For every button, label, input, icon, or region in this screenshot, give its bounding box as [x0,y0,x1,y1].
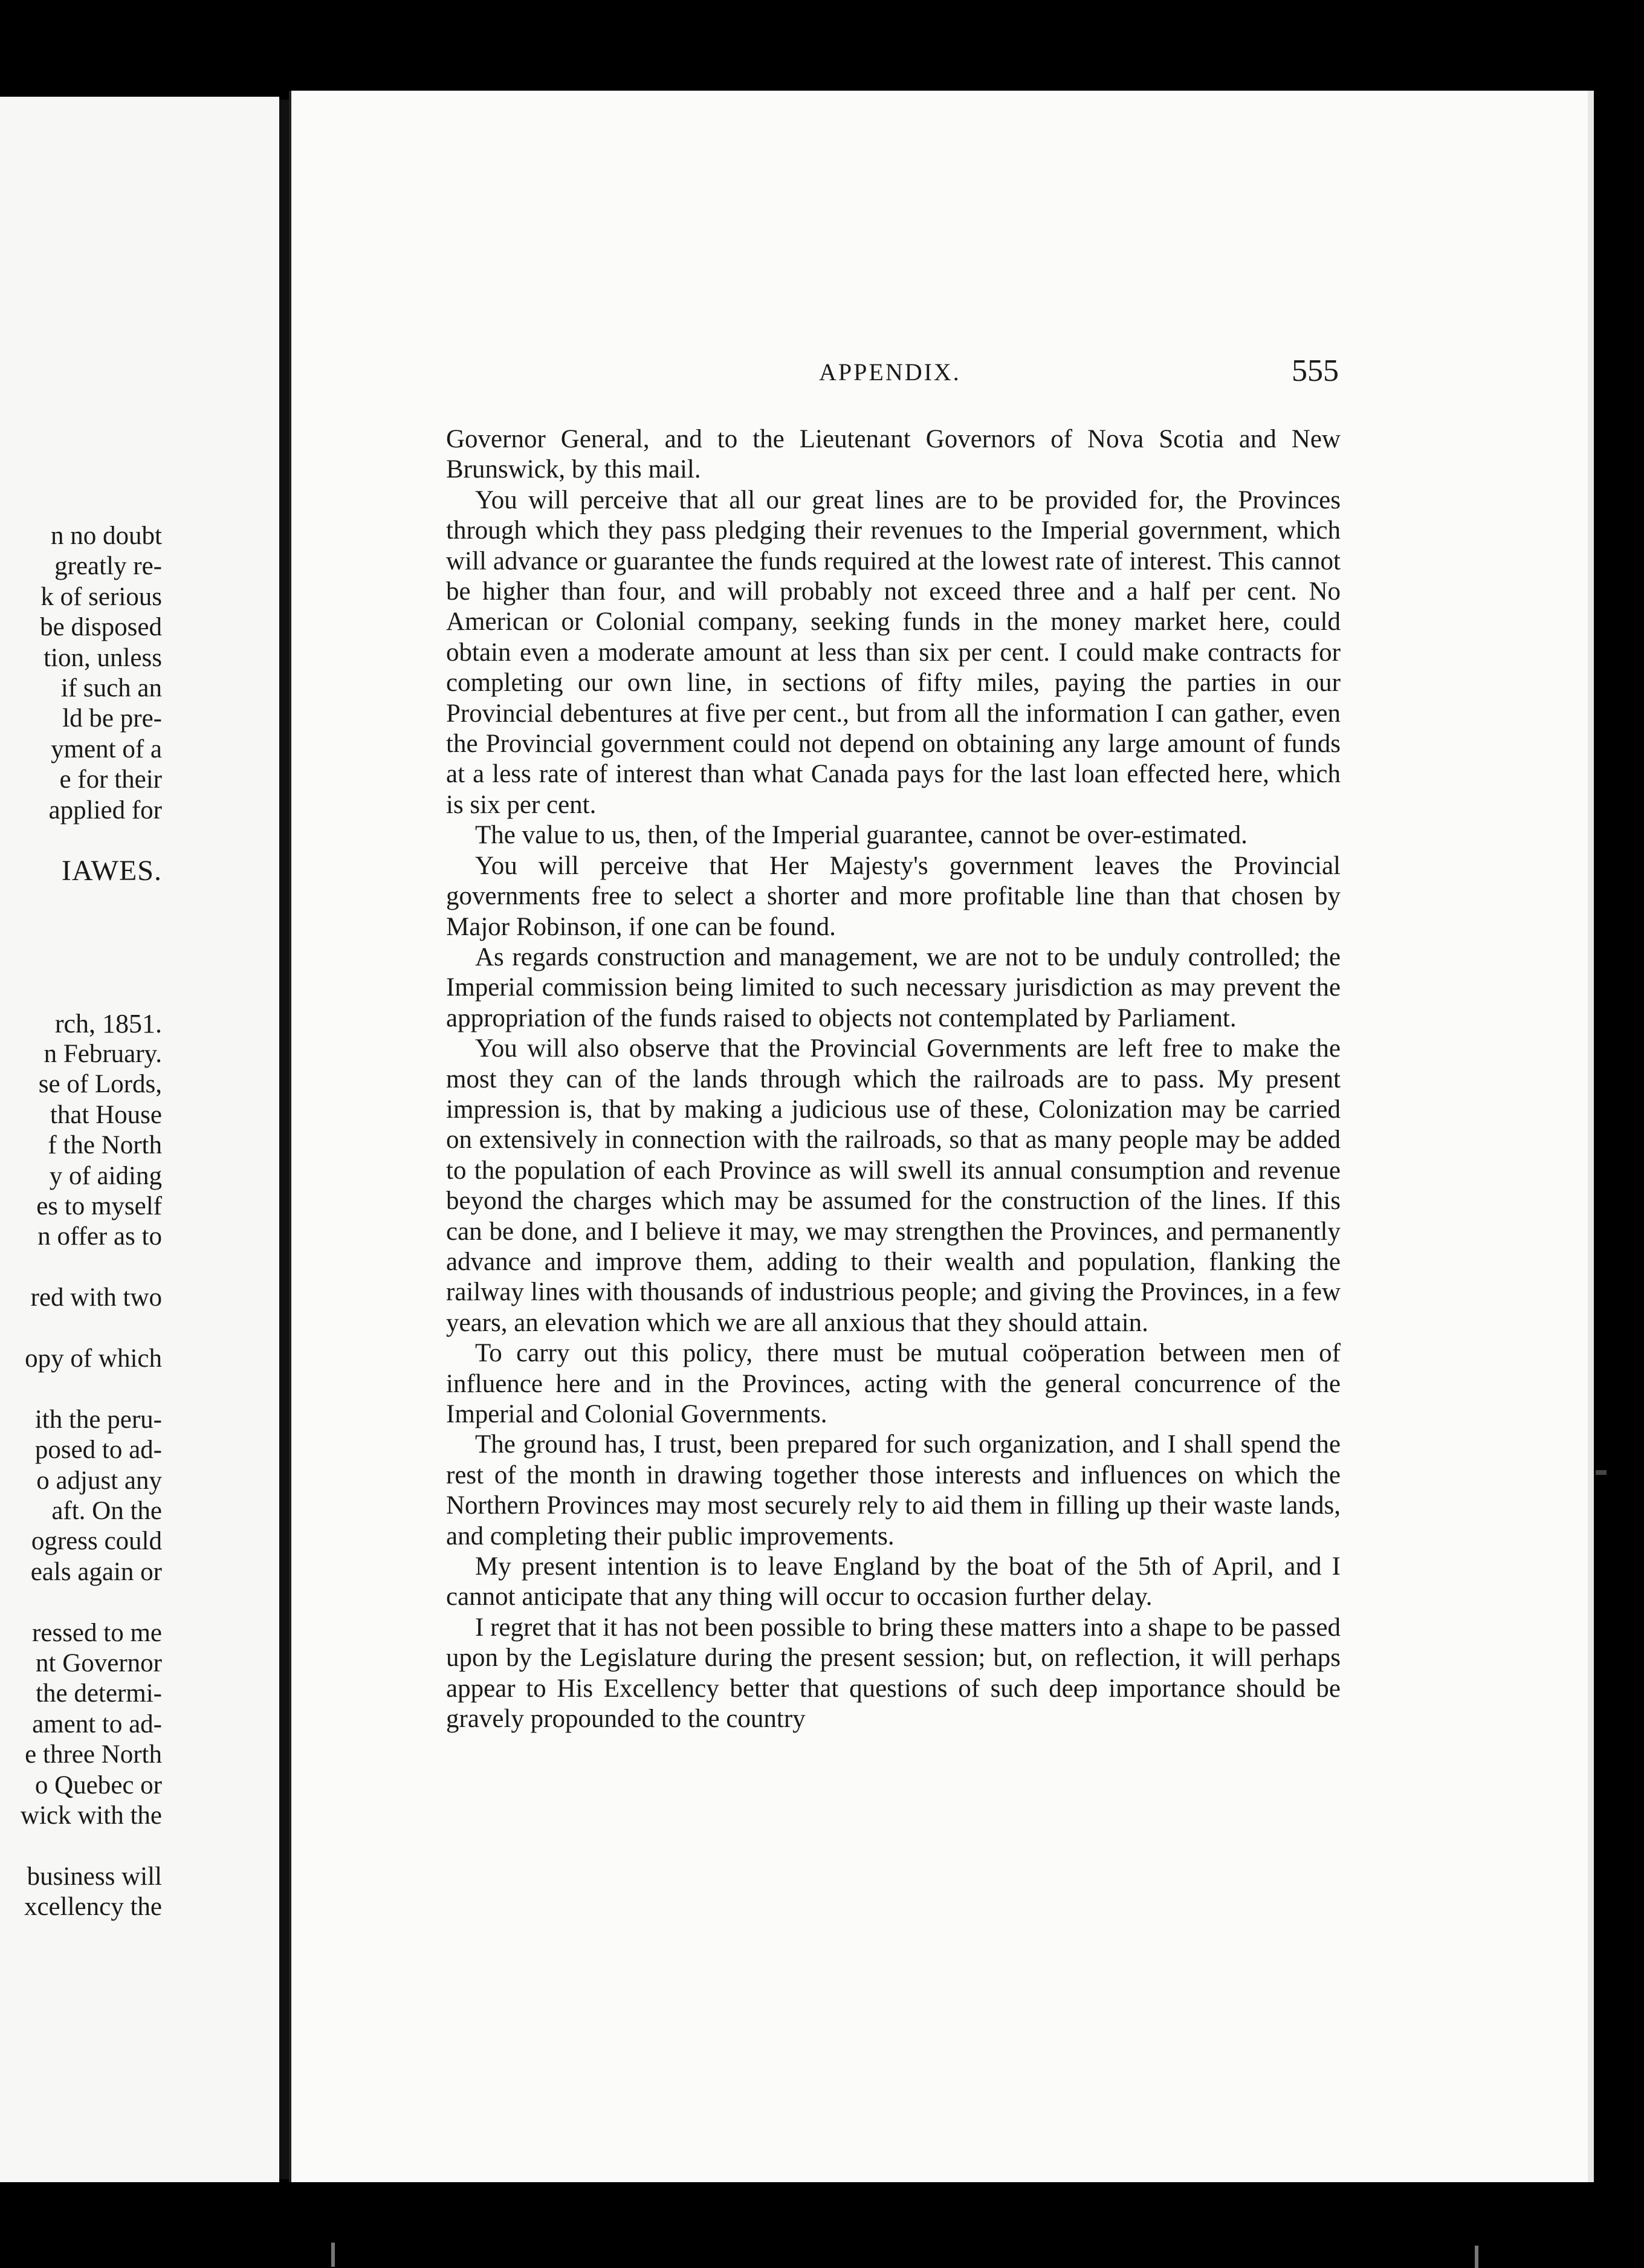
left-page-line: n February. [44,1039,162,1068]
page-number: 555 [1292,354,1339,388]
paragraph: My present intention is to leave England by the boat of the 5th of April, and I cannot anticipate that any thing will occur to occasion further delay. [446,1552,1341,1612]
left-page-line: posed to ad- [34,1436,162,1465]
left-page-line: se of Lords, [38,1070,162,1099]
paragraph: You will perceive that all our great lines are to be provided for, the Provinces through which they pass pledging their revenues to the Imperial government, which will advance or guarantee the funds required at the lowest rate of interest. This cannot be higher than four, and will probably not exceed three and a half per cent. No American or Colonial company, seeking funds in the money market here, could obtain even a moderate amount at less than six per cent. I could make contracts for completing our own line, in sections of fifty miles, paying the parties in our Provincial debentures at five per cent., but from all the information I can gather, even the Provincial government could not depend on obtaining any large amount of funds at a less rate of interest than what Canada pays for the last loan effected here, which is six per cent. [446,485,1341,819]
left-page-line: if such an [60,674,162,703]
scan-speck [331,2243,335,2267]
left-page-line: aft. On the [51,1497,162,1525]
paragraph: You will perceive that Her Majesty's government leaves the Provincial governments free to select a shorter and more profitable line than that chosen by Major Robinson, if one can be found. [446,851,1341,941]
left-page-line [0,948,162,978]
left-page-line: o adjust any [36,1466,162,1495]
left-page-line: eals again or [30,1557,162,1586]
left-page-line: ith the peru- [34,1405,162,1434]
left-page-column [0,521,162,1923]
left-page-line: k of serious [40,582,162,611]
left-page-line [0,917,162,947]
left-page-line: be disposed [40,613,162,642]
running-head-title: APPENDIX. [819,358,961,386]
left-page-line: ament to ad- [32,1709,162,1738]
left-page-line: o Quebec or [34,1771,162,1800]
body-text [446,424,1341,1734]
left-page-line: greatly re- [54,552,162,581]
left-page-line [0,1587,162,1618]
left-page-line: the determi- [36,1679,162,1708]
left-page-line: xcellency the [24,1893,162,1922]
left-page-line: f the North [48,1131,162,1160]
paragraph: To carry out this policy, there must be mutual coöperation between men of influence here and in the Provinces, acting with the general concurrence of the Imperial and Colonial Governments. [446,1339,1341,1428]
paragraph: Governor General, and to the Lieutenant Governors of Nova Scotia and New Brunswick, by this mail. [446,425,1341,484]
left-page-line: rch, 1851. [54,1008,162,1038]
left-page-line [0,978,162,1008]
left-page-line: business will [27,1862,162,1891]
left-page-line [0,1374,162,1404]
running-head [447,354,1339,394]
left-page-line: tion, unless [44,643,162,672]
left-page-line: red with two [30,1283,162,1312]
paragraph: The ground has, I trust, been prepared for such organization, and I shall spend the rest of the month in drawing together those interests and influences on which the Northern Provinces may most securely rely to aid them in filling up their waste lands, and completing their public improvements. [446,1430,1341,1550]
scan-speck [1475,2246,1478,2268]
left-page-line [0,1252,162,1283]
left-page-line: e three North [25,1740,162,1769]
paragraph: I regret that it has not been possible to bring these matters into a shape to be passed upon by the Legislature during the present session; but, on reflection, it will perhaps appear to His Excellency better that questions of such deep importance should be gravely propounded to the country [446,1613,1341,1734]
facing-page-left [0,97,279,2182]
left-page-line: n no doubt [51,522,162,550]
paragraph: You will also observe that the Provincial Governments are left free to make the most they can of the lands through which the railroads are to pass. My present impression is, that by making a judicious use of these, Colonization may be carried on extensively in connection with the railroads, so that as many people may be added to the population of each Province as will swell its annual consumption and revenue beyond the charges which may be assumed for the construction of the lines. If this can be done, and I believe it may, we may strengthen the Provinces, and permanently advance and improve them, adding to their wealth and population, flanking the railway lines with thousands of industrious people; and giving the Provinces, in a few years, an elevation which we are all anxious that they should attain. [446,1034,1341,1337]
left-page-line [0,826,162,856]
left-page-line: applied for [48,795,162,825]
left-page-line: yment of a [51,734,162,763]
left-page-line: wick with the [20,1801,162,1830]
left-page-line [0,887,162,917]
left-page-line: that House [50,1100,162,1129]
left-page-line: e for their [59,765,162,794]
left-page-line [0,1314,162,1344]
paragraph: As regards construction and management, we are not to be unduly controlled; the Imperial commission being limited to such necessary jurisdiction as may prevent the appropriation of the funds raised to objects not contemplated by Parliament. [446,942,1341,1032]
paragraph: The value to us, then, of the Imperial guarantee, cannot be over-estimated. [475,821,1248,850]
scan-speck [1596,1470,1607,1475]
left-page-line: ogress could [31,1527,162,1556]
scan-top-border [0,0,1644,91]
left-page-line: opy of which [25,1344,162,1373]
left-page-line: IAWES. [61,855,162,887]
left-page-line: ld be pre- [62,704,162,733]
left-page-line: ressed to me [32,1618,162,1647]
left-page-line: n offer as to [37,1222,162,1251]
left-page-line: es to myself [36,1191,162,1220]
left-page-line: y of aiding [49,1161,162,1190]
left-page-line [0,1831,162,1861]
left-page-line: nt Governor [36,1649,162,1678]
